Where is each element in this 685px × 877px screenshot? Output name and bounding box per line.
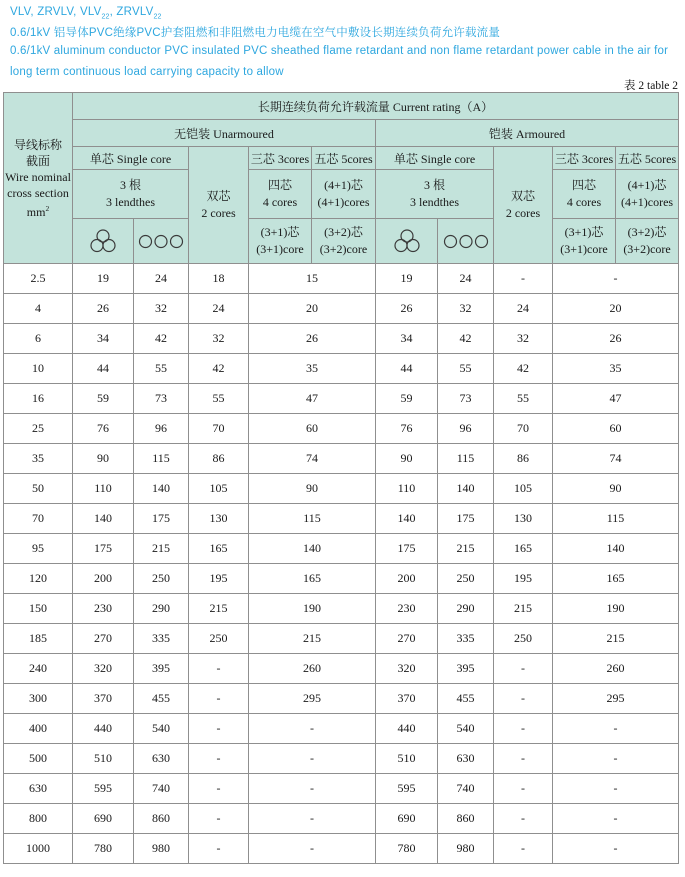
rating-value-cell: 26 — [249, 324, 376, 354]
table-row — [4, 264, 679, 294]
rating-value-cell: - — [553, 774, 679, 804]
unarmoured-five-cores-header: 五芯 5cores — [312, 147, 376, 170]
rating-value-cell: 455 — [134, 684, 189, 714]
rating-value-cell: 540 — [438, 714, 494, 744]
wire-nominal-en-line2: cross section — [7, 185, 69, 200]
unarmoured-three-lengths-header — [73, 170, 189, 219]
rating-value-cell: 195 — [494, 564, 553, 594]
trefoil-three-circles-icon — [89, 229, 117, 253]
rating-value-cell: 32 — [438, 294, 494, 324]
armoured-three-plus-one-header — [553, 219, 616, 264]
cross-section-cell: 16 — [4, 384, 73, 414]
rating-value-cell: - — [494, 654, 553, 684]
three-plus-two-en: (3+2)core — [319, 242, 368, 256]
two-cores-cn: 双芯 — [206, 189, 231, 203]
cross-section-cell: 120 — [4, 564, 73, 594]
rating-value-cell: 19 — [73, 264, 134, 294]
cross-section-cell: 500 — [4, 744, 73, 774]
table-row — [4, 744, 679, 774]
rating-value-cell: 74 — [553, 444, 679, 474]
three-plus-two-cn: (3+2)芯 — [324, 225, 363, 239]
rating-value-cell: 395 — [438, 654, 494, 684]
rating-value-cell: 175 — [376, 534, 438, 564]
rating-value-cell: 195 — [189, 564, 249, 594]
cross-section-cell: 95 — [4, 534, 73, 564]
rating-value-cell: 110 — [376, 474, 438, 504]
rating-value-cell: 24 — [494, 294, 553, 324]
rating-value-cell: 200 — [73, 564, 134, 594]
table-row — [4, 444, 679, 474]
rating-value-cell: 90 — [73, 444, 134, 474]
rating-value-cell: 140 — [553, 534, 679, 564]
rating-value-cell: 55 — [189, 384, 249, 414]
rating-value-cell: 34 — [73, 324, 134, 354]
table-number-label: 表 2 table 2 — [624, 80, 678, 92]
wire-nominal-unit: $mm^2$ — [26, 203, 50, 219]
wire-nominal-en-line1: Wire nominal — [5, 169, 71, 184]
rating-value-cell: 290 — [438, 594, 494, 624]
rating-value-cell: 630 — [134, 744, 189, 774]
armoured-five-cores-header: 五芯 5cores — [616, 147, 679, 170]
rating-value-cell: 440 — [376, 714, 438, 744]
rating-value-cell: 42 — [189, 354, 249, 384]
rating-value-cell: 60 — [553, 414, 679, 444]
four-plus-one-cn: (4+1)芯 — [324, 178, 363, 192]
cross-section-cell: 300 — [4, 684, 73, 714]
rating-value-cell: 165 — [553, 564, 679, 594]
rating-value-cell: 215 — [553, 624, 679, 654]
three-circles-row-icon — [138, 234, 184, 249]
cross-section-cell: 25 — [4, 414, 73, 444]
rating-value-cell: - — [553, 744, 679, 774]
rating-value-cell: 115 — [553, 504, 679, 534]
three-plus-one-en: (3+1)core — [256, 242, 304, 256]
three-plus-one-cn: (3+1)芯 — [564, 225, 604, 239]
rating-value-cell: 24 — [438, 264, 494, 294]
rating-value-cell: - — [494, 804, 553, 834]
rating-value-cell: 190 — [553, 594, 679, 624]
armoured-three-plus-two-header — [616, 219, 679, 264]
rating-value-cell: - — [494, 264, 553, 294]
rating-value-cell: 24 — [134, 264, 189, 294]
rating-value-cell: 73 — [438, 384, 494, 414]
rating-value-cell: 96 — [134, 414, 189, 444]
rating-value-cell: 15 — [249, 264, 376, 294]
three-lengths-cn: 3 根 — [119, 178, 141, 192]
three-lengths-en: 3 lendthes — [410, 195, 459, 209]
rating-value-cell: 250 — [134, 564, 189, 594]
four-cores-en: 4 cores — [566, 195, 602, 209]
rating-value-cell: 86 — [494, 444, 553, 474]
rating-value-cell: 130 — [189, 504, 249, 534]
rating-value-cell: - — [249, 834, 376, 864]
armoured-four-plus-one-header — [616, 170, 679, 219]
wire-nominal-cn-line2: 截面 — [25, 153, 50, 168]
cross-section-cell: 4 — [4, 294, 73, 324]
rating-value-cell: 230 — [73, 594, 134, 624]
rating-value-cell: 250 — [494, 624, 553, 654]
cross-section-cell: 185 — [4, 624, 73, 654]
cross-section-cell: 6 — [4, 324, 73, 354]
rating-value-cell: 115 — [438, 444, 494, 474]
armoured-two-cores-header — [494, 147, 553, 264]
rating-value-cell: 270 — [376, 624, 438, 654]
title-english-line1: 0.6/1kV aluminum conductor PVC insulated PVC sheathed flame retardant and non flame retardant power cable in the air for — [10, 45, 669, 57]
rating-value-cell: - — [553, 714, 679, 744]
table-row — [4, 774, 679, 804]
rating-value-cell: 780 — [73, 834, 134, 864]
armoured-flat-formation-header — [438, 219, 494, 264]
rating-value-cell: - — [494, 744, 553, 774]
rating-value-cell: 250 — [189, 624, 249, 654]
table-row — [4, 294, 679, 324]
wire-nominal-cross-section-header — [4, 93, 73, 264]
three-plus-two-en: (3+2)core — [623, 242, 671, 256]
rating-value-cell: 200 — [376, 564, 438, 594]
rating-value-cell: 115 — [134, 444, 189, 474]
armoured-three-cores-header: 三芯 3cores — [553, 147, 616, 170]
rating-value-cell: 74 — [249, 444, 376, 474]
rating-value-cell: 260 — [249, 654, 376, 684]
rating-value-cell: - — [249, 714, 376, 744]
current-rating-header: 长期连续负荷允许载流量 Current rating（A） — [73, 93, 679, 120]
rating-value-cell: 370 — [73, 684, 134, 714]
rating-value-cell: 335 — [134, 624, 189, 654]
cross-section-cell: 630 — [4, 774, 73, 804]
rating-value-cell: 260 — [553, 654, 679, 684]
rating-value-cell: 47 — [249, 384, 376, 414]
rating-value-cell: - — [249, 744, 376, 774]
rating-value-cell: 42 — [438, 324, 494, 354]
rating-value-cell: 105 — [189, 474, 249, 504]
table-row — [4, 834, 679, 864]
cross-section-cell: 70 — [4, 504, 73, 534]
rating-value-cell: 335 — [438, 624, 494, 654]
unarmoured-three-cores-header: 三芯 3cores — [249, 147, 312, 170]
rating-value-cell: - — [553, 834, 679, 864]
rating-value-cell: 140 — [73, 504, 134, 534]
rating-value-cell: 230 — [376, 594, 438, 624]
cross-section-cell: 150 — [4, 594, 73, 624]
rating-value-cell: 860 — [134, 804, 189, 834]
table-row — [4, 624, 679, 654]
rating-value-cell: - — [494, 834, 553, 864]
table-body — [4, 264, 679, 864]
rating-value-cell: 320 — [73, 654, 134, 684]
rating-value-cell: 26 — [73, 294, 134, 324]
rating-value-cell: 44 — [376, 354, 438, 384]
title-chinese: 0.6/1kV 铝导体PVC绝缘PVC护套阻燃和非阻燃电力电缆在空气中敷设长期连续负荷允许载流量 — [10, 27, 501, 39]
four-plus-one-cn: (4+1)芯 — [627, 178, 667, 192]
cross-section-cell: 800 — [4, 804, 73, 834]
rating-value-cell: 96 — [438, 414, 494, 444]
rating-value-cell: 90 — [553, 474, 679, 504]
rating-value-cell: - — [249, 804, 376, 834]
rating-value-cell: 165 — [249, 564, 376, 594]
rating-value-cell: 18 — [189, 264, 249, 294]
rating-value-cell: 320 — [376, 654, 438, 684]
rating-value-cell: 59 — [73, 384, 134, 414]
table-row — [4, 594, 679, 624]
wire-nominal-cn-line1: 导线标称 — [13, 137, 62, 152]
rating-value-cell: 630 — [438, 744, 494, 774]
three-lengths-cn: 3 根 — [423, 178, 445, 192]
rating-value-cell: 47 — [553, 384, 679, 414]
rating-value-cell: - — [249, 774, 376, 804]
table-row — [4, 654, 679, 684]
rating-value-cell: 19 — [376, 264, 438, 294]
three-plus-two-cn: (3+2)芯 — [627, 225, 667, 239]
rating-value-cell: 55 — [494, 384, 553, 414]
rating-value-cell: 290 — [134, 594, 189, 624]
rating-value-cell: 140 — [134, 474, 189, 504]
rating-value-cell: 395 — [134, 654, 189, 684]
rating-value-cell: - — [553, 264, 679, 294]
rating-value-cell: 215 — [438, 534, 494, 564]
rating-value-cell: 175 — [134, 504, 189, 534]
cross-section-cell: 35 — [4, 444, 73, 474]
rating-value-cell: 70 — [189, 414, 249, 444]
three-plus-one-cn: (3+1)芯 — [260, 225, 300, 239]
rating-value-cell: 595 — [376, 774, 438, 804]
armoured-four-cores-header — [553, 170, 616, 219]
rating-value-cell: 32 — [134, 294, 189, 324]
rating-value-cell: 540 — [134, 714, 189, 744]
rating-value-cell: 165 — [494, 534, 553, 564]
rating-value-cell: 76 — [73, 414, 134, 444]
rating-value-cell: 90 — [376, 444, 438, 474]
rating-value-cell: 860 — [438, 804, 494, 834]
cross-section-cell: 240 — [4, 654, 73, 684]
table-row — [4, 414, 679, 444]
rating-value-cell: 20 — [249, 294, 376, 324]
rating-value-cell: 740 — [134, 774, 189, 804]
rating-value-cell: 595 — [73, 774, 134, 804]
four-plus-one-en: (4+1)cores — [620, 195, 674, 209]
table-row — [4, 474, 679, 504]
rating-value-cell: 215 — [134, 534, 189, 564]
rating-value-cell: 690 — [376, 804, 438, 834]
current-rating-table — [3, 92, 679, 864]
rating-value-cell: 510 — [376, 744, 438, 774]
cable-type-title: VLV, ZRVLV, $VLV_{22}$, $ZRVLV_{22}$ — [10, 6, 162, 21]
rating-value-cell: 440 — [73, 714, 134, 744]
rating-value-cell: 140 — [249, 534, 376, 564]
armoured-three-lengths-header — [376, 170, 494, 219]
rating-value-cell: 55 — [134, 354, 189, 384]
rating-value-cell: 690 — [73, 804, 134, 834]
rating-value-cell: 32 — [494, 324, 553, 354]
armoured-section-header: 铠装 Armoured — [376, 120, 679, 147]
rating-value-cell: 110 — [73, 474, 134, 504]
two-cores-cn: 双芯 — [510, 189, 535, 203]
table-row — [4, 504, 679, 534]
rating-value-cell: - — [189, 774, 249, 804]
four-plus-one-en: (4+1)cores — [317, 195, 370, 209]
rating-value-cell: 90 — [249, 474, 376, 504]
rating-value-cell: 20 — [553, 294, 679, 324]
rating-value-cell: 86 — [189, 444, 249, 474]
rating-value-cell: 140 — [376, 504, 438, 534]
rating-value-cell: 130 — [494, 504, 553, 534]
rating-value-cell: 740 — [438, 774, 494, 804]
four-cores-en: 4 cores — [262, 195, 298, 209]
rating-value-cell: 175 — [73, 534, 134, 564]
armoured-trefoil-formation-header — [376, 219, 438, 264]
table-row — [4, 804, 679, 834]
unarmoured-four-plus-one-header — [312, 170, 376, 219]
rating-value-cell: - — [553, 804, 679, 834]
rating-value-cell: 70 — [494, 414, 553, 444]
cross-section-cell: 400 — [4, 714, 73, 744]
rating-value-cell: 59 — [376, 384, 438, 414]
unarmoured-two-cores-header — [189, 147, 249, 264]
armoured-single-core-header: 单芯 Single core — [376, 147, 494, 170]
rating-value-cell: 32 — [189, 324, 249, 354]
table-row — [4, 714, 679, 744]
cross-section-cell: 10 — [4, 354, 73, 384]
rating-value-cell: 175 — [438, 504, 494, 534]
rating-value-cell: 60 — [249, 414, 376, 444]
table-row — [4, 324, 679, 354]
rating-value-cell: 780 — [376, 834, 438, 864]
unarmoured-section-header: 无铠装 Unarmoured — [73, 120, 376, 147]
cross-section-cell: 2.5 — [4, 264, 73, 294]
three-lengths-en: 3 lendthes — [106, 195, 155, 209]
rating-value-cell: 295 — [249, 684, 376, 714]
unarmoured-trefoil-formation-header — [73, 219, 134, 264]
rating-value-cell: - — [494, 774, 553, 804]
rating-value-cell: 140 — [438, 474, 494, 504]
table-header — [4, 93, 679, 264]
rating-value-cell: - — [494, 684, 553, 714]
rating-value-cell: - — [189, 834, 249, 864]
four-cores-cn: 四芯 — [571, 178, 596, 192]
table-row — [4, 384, 679, 414]
rating-value-cell: 76 — [376, 414, 438, 444]
cross-section-cell: 1000 — [4, 834, 73, 864]
rating-value-cell: 55 — [438, 354, 494, 384]
rating-value-cell: 24 — [189, 294, 249, 324]
rating-value-cell: 73 — [134, 384, 189, 414]
unarmoured-three-plus-two-header — [312, 219, 376, 264]
rating-value-cell: 165 — [189, 534, 249, 564]
rating-value-cell: 35 — [553, 354, 679, 384]
three-plus-one-en: (3+1)core — [560, 242, 608, 256]
unarmoured-four-cores-header — [249, 170, 312, 219]
rating-value-cell: 42 — [134, 324, 189, 354]
unarmoured-three-plus-one-header — [249, 219, 312, 264]
title-english-line2: long term continuous load carrying capacity to allow — [10, 66, 284, 78]
trefoil-three-circles-icon — [393, 229, 421, 253]
rating-value-cell: 105 — [494, 474, 553, 504]
rating-value-cell: 115 — [249, 504, 376, 534]
rating-value-cell: 26 — [553, 324, 679, 354]
rating-value-cell: 215 — [189, 594, 249, 624]
unarmoured-single-core-header: 单芯 Single core — [73, 147, 189, 170]
rating-value-cell: 215 — [494, 594, 553, 624]
two-cores-en: 2 cores — [505, 206, 541, 220]
rating-value-cell: 370 — [376, 684, 438, 714]
four-cores-cn: 四芯 — [267, 178, 292, 192]
rating-value-cell: 455 — [438, 684, 494, 714]
rating-value-cell: 35 — [249, 354, 376, 384]
rating-value-cell: 34 — [376, 324, 438, 354]
rating-value-cell: 510 — [73, 744, 134, 774]
rating-value-cell: - — [189, 654, 249, 684]
cross-section-cell: 50 — [4, 474, 73, 504]
rating-value-cell: 295 — [553, 684, 679, 714]
two-cores-en: 2 cores — [201, 206, 236, 220]
rating-value-cell: 44 — [73, 354, 134, 384]
rating-value-cell: 26 — [376, 294, 438, 324]
rating-value-cell: 250 — [438, 564, 494, 594]
rating-value-cell: 190 — [249, 594, 376, 624]
three-circles-row-icon — [443, 234, 489, 249]
rating-value-cell: 42 — [494, 354, 553, 384]
rating-value-cell: - — [494, 714, 553, 744]
table-row — [4, 534, 679, 564]
table-row — [4, 354, 679, 384]
rating-value-cell: 980 — [134, 834, 189, 864]
rating-value-cell: - — [189, 714, 249, 744]
rating-value-cell: - — [189, 804, 249, 834]
rating-value-cell: 215 — [249, 624, 376, 654]
table-row — [4, 684, 679, 714]
rating-value-cell: - — [189, 744, 249, 774]
table-row — [4, 564, 679, 594]
rating-value-cell: 270 — [73, 624, 134, 654]
rating-value-cell: - — [189, 684, 249, 714]
unarmoured-flat-formation-header — [134, 219, 189, 264]
rating-value-cell: 980 — [438, 834, 494, 864]
